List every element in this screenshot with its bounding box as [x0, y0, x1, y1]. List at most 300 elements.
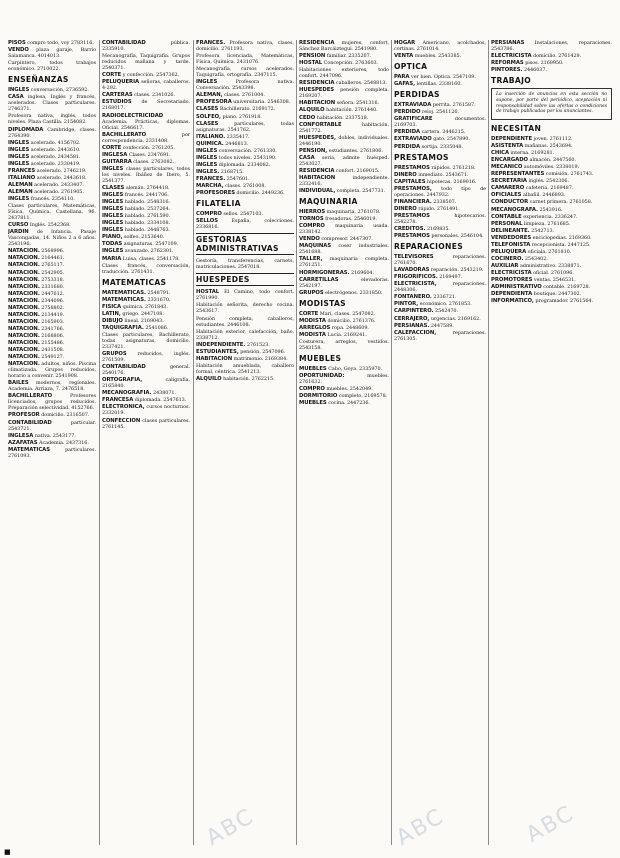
ad-text: lineal. 2169043. — [124, 317, 164, 324]
ad-keyword: ASISTENTA — [491, 143, 524, 150]
classified-ad — [102, 145, 190, 151]
ad-text: oficiala. 2761810. — [527, 248, 572, 255]
classified-ad — [8, 248, 96, 254]
classified-ad — [8, 140, 96, 146]
ad-keyword: EXTRAVIADA — [394, 102, 432, 109]
ad-text: Mecanografía, Taquigrafía. Grupos reducidos mañana y tarde. 2540371. — [102, 53, 190, 72]
ad-text: Carpintero, todos trabajos económico. 2710022. — [8, 60, 96, 73]
ad-text: mujeres, confort, Sánchez Barcáiztegui. 2541980. — [299, 40, 389, 53]
ad-keyword: HOSTAL — [196, 289, 220, 296]
ad-text: asignaturas. 2547109. — [123, 241, 179, 248]
ad-keyword: DELINEANTE. — [491, 227, 530, 234]
classified-ad — [102, 185, 190, 191]
section-heading: OPTICA — [394, 62, 428, 72]
classified-ad — [394, 199, 486, 205]
ad-text: maquinaria usada. 2338142. — [299, 223, 389, 236]
ad-keyword: INDEPENDIENTE. — [196, 341, 246, 348]
classified-ad — [196, 218, 294, 230]
ad-text: limpieza. 2761685. — [523, 220, 571, 227]
classified-ad — [394, 81, 486, 87]
ad-text: Pensión completa, caballeros, estudiantes. 2446108. — [196, 315, 294, 328]
ad-text: hablado. 2537264. — [124, 206, 171, 213]
classified-ad — [394, 254, 486, 266]
classified-column-6 — [491, 40, 612, 845]
classified-ad — [8, 312, 96, 318]
ad-text: cafetería. 2169487. — [525, 185, 574, 192]
ad-text: hablado. 2761590. — [124, 213, 171, 220]
ad-text: coser industriales. 2541688. — [299, 243, 389, 256]
ad-keyword: CONDUCTOR — [491, 199, 529, 206]
ad-keyword: OPORTUNIDAD: — [299, 373, 345, 380]
classified-ad — [299, 148, 389, 154]
ad-keyword: PERSIANAS. — [394, 322, 430, 329]
ad-text: 2331680. — [41, 283, 65, 290]
ad-text: cartera. 2446215. — [421, 129, 466, 136]
ad-keyword: PISOS — [8, 40, 26, 46]
ad-text: Clases particulares, Matemáticas, Física, Química. Castellana, 96. 2437811. — [8, 203, 96, 222]
classified-ad — [8, 175, 96, 181]
ad-keyword: DEPENDIENTA — [491, 291, 533, 298]
classified-ad — [8, 255, 96, 261]
ad-keyword: INGLES — [196, 79, 218, 86]
classified-ad — [102, 220, 190, 226]
ad-keyword: ELECTRICISTA — [491, 53, 532, 60]
classified-column-5 — [394, 40, 486, 845]
classified-ad — [394, 74, 486, 80]
ad-keyword: GAFAS, — [394, 81, 416, 88]
classified-ad — [491, 277, 612, 283]
classified-ad — [8, 284, 96, 290]
ad-keyword: SECRETARIA — [491, 178, 527, 185]
ad-keyword: LAVADORAS — [394, 267, 430, 274]
column-rule — [391, 40, 392, 845]
ad-text: clases. 2761004. — [224, 92, 265, 99]
ad-keyword: INGLES — [102, 213, 124, 220]
ad-text: reparación. 2543219. — [430, 267, 484, 274]
ad-text: Costurera, arreglos, vestidos. 2543158. — [299, 338, 389, 351]
ad-keyword: NATACION. — [8, 276, 40, 283]
ad-keyword: FRANCES — [8, 167, 36, 174]
classified-ad — [8, 87, 96, 93]
ad-keyword: ELECTRICISTA, — [394, 281, 437, 288]
classified-ad — [394, 233, 486, 239]
ad-keyword: CARRETILLAS — [299, 276, 339, 283]
classified-ad — [196, 258, 294, 270]
ad-keyword: ITALIANO. — [196, 133, 226, 140]
ad-keyword: AUXILIAR — [491, 262, 519, 269]
ad-keyword: PENSION, — [299, 147, 328, 154]
ad-text: 2169835. — [426, 225, 450, 232]
classified-ad — [196, 134, 294, 140]
ad-keyword: MECANICO — [491, 164, 523, 171]
classified-ad — [8, 203, 96, 221]
ad-text: reparaciones. 2448306. — [394, 281, 486, 294]
ad-keyword: INGLES — [196, 154, 218, 161]
ad-keyword: PIANO, — [102, 234, 123, 241]
classified-ad — [102, 79, 190, 91]
ad-text: Clases francés, conversación, traducción. 2761431. — [102, 262, 190, 275]
classified-ad — [196, 329, 294, 341]
classified-ad — [491, 192, 612, 198]
section-heading: MATEMATICAS — [102, 277, 167, 287]
ad-keyword: NATACION. — [8, 304, 40, 311]
classified-column-3 — [196, 40, 294, 845]
ad-text: domicilio. 2449236. — [236, 190, 285, 197]
ad-text: Inglés. 2542368. — [29, 222, 71, 229]
ad-keyword: ALQUILO — [196, 375, 222, 382]
ad-text: habitación. 2761440. — [326, 107, 378, 114]
ad-text: por correspondencia. 2331408. — [102, 131, 190, 144]
ad-text: Cambridge, clases. 2764390. — [8, 126, 96, 139]
ad-keyword: JARDIN — [8, 229, 29, 236]
ad-text: confección. 2761205. — [122, 144, 175, 151]
ad-text: Cabo, Goya. 2335970. — [328, 365, 383, 372]
ad-keyword: HABITACION — [299, 174, 336, 181]
ad-text: domicilio. 2761429. — [533, 53, 582, 60]
ad-keyword: INGLES. — [196, 168, 220, 175]
ad-keyword: PERSIANAS — [491, 40, 525, 46]
watermark-logo: ABC — [522, 800, 579, 849]
section-heading: HUESPEDES — [196, 273, 294, 286]
ad-keyword: PERSONAL — [491, 220, 523, 227]
ad-text: habitación. 2337518. — [316, 114, 369, 121]
ad-keyword: PRESTAMOS — [394, 233, 430, 240]
ad-keyword: PROFESORES — [196, 190, 236, 197]
ad-keyword: CERRAJERO, — [394, 315, 430, 322]
ad-keyword: MATEMATICAS. — [102, 289, 146, 296]
classified-ad — [196, 356, 294, 362]
ad-keyword: MAQUINAS — [299, 243, 332, 250]
ad-keyword: INGLES — [102, 220, 124, 227]
ad-keyword: GRATIFICARE — [394, 116, 433, 123]
classified-ad — [102, 213, 190, 219]
classified-ad — [491, 143, 612, 149]
ad-text: señoras, caballeros. 4-292. — [102, 79, 190, 92]
section-heading: PRESTAMOS — [394, 152, 449, 162]
ad-keyword: NATACION. — [8, 311, 40, 318]
classified-ad — [8, 440, 96, 446]
classified-ad — [394, 136, 486, 142]
classified-ad — [196, 99, 294, 105]
ad-keyword: HABITACION — [196, 355, 233, 362]
ad-keyword: HUESPEDES — [299, 87, 335, 94]
ad-text: completo. 2169578. — [338, 393, 388, 400]
ad-keyword: MUEBLES — [299, 365, 327, 372]
ad-keyword: ELECTRICISTA — [491, 269, 532, 276]
classified-ad — [102, 364, 190, 376]
ad-keyword: INGLESA — [102, 151, 128, 158]
ad-keyword: INGLES — [102, 227, 124, 234]
ad-keyword: CONTABLE — [491, 213, 522, 220]
ad-text: sortija. 2335048. — [421, 143, 463, 150]
classified-ad — [102, 404, 190, 416]
ad-keyword: INGLES — [8, 139, 30, 146]
column-rule — [193, 40, 194, 845]
classified-ad — [102, 206, 190, 212]
classified-ad — [102, 166, 190, 184]
ad-text: inglés. 2542306. — [528, 178, 569, 185]
ad-keyword: TORNOS — [299, 216, 324, 223]
ad-keyword: NATACION. — [8, 248, 40, 255]
ad-text: Mari, clases. 2547082. — [319, 310, 376, 317]
ad-text: enciclopedias. 2169360. — [532, 234, 592, 241]
ad-text: rápidos. 2761218. — [431, 164, 476, 171]
classified-ad — [491, 284, 612, 290]
classified-ad — [102, 99, 190, 111]
ad-keyword: PINTOR, — [394, 301, 419, 308]
classified-ad — [196, 92, 294, 98]
classified-ad — [8, 447, 96, 459]
ad-text: 2542905. — [41, 269, 65, 276]
classified-ad — [8, 347, 96, 353]
ad-keyword: ADMINISTRATIVO — [491, 284, 542, 291]
ad-keyword: HIERROS — [299, 209, 326, 216]
classified-ad — [102, 377, 190, 389]
ad-text: pisos. 2169950. — [525, 60, 564, 67]
classified-ad — [8, 262, 96, 268]
ad-keyword: NATACION. — [8, 255, 40, 262]
ad-keyword: MATEMATICAS. — [102, 296, 146, 303]
ad-text: Academia. 2437316. — [38, 439, 89, 446]
ad-text: todo tipo de operaciones. 2447932. — [394, 185, 486, 198]
ad-keyword: MECANOGRAFIA. — [102, 390, 152, 397]
classified-ad — [196, 342, 294, 348]
classified-ad — [8, 298, 96, 304]
ad-text: clases. 2763082. — [133, 158, 175, 165]
ad-keyword: INGLES — [8, 146, 30, 153]
classified-ad — [491, 207, 612, 213]
ad-text: 2542713. — [531, 227, 555, 234]
classified-ad — [196, 40, 294, 52]
classified-ad — [299, 277, 389, 289]
ad-keyword: PROMOTORES — [491, 276, 533, 283]
ad-keyword: NATACION. — [8, 262, 40, 269]
ad-text: de Infancia. Pasaje Vascongadas, 14. Niños 2 a 6 años. 2543196. — [8, 229, 96, 248]
classified-ad — [196, 316, 294, 328]
classified-ad — [299, 373, 389, 385]
ad-keyword: HOSTAL — [299, 60, 323, 67]
classified-ad — [102, 263, 190, 275]
ad-keyword: INGLES — [8, 160, 30, 167]
classified-ad — [196, 141, 294, 147]
classified-ad — [491, 298, 612, 304]
ad-text: automóviles. 2338019. — [523, 164, 580, 171]
ad-text: compresor. 2447307. — [321, 236, 373, 243]
classified-ad — [102, 325, 190, 331]
classified-ad — [299, 209, 389, 215]
ad-keyword: PRESTAMOS — [394, 212, 430, 219]
classified-ad — [299, 290, 389, 296]
ad-keyword: PRESTAMOS, — [394, 185, 432, 192]
ad-keyword: MATEMATICAS — [8, 446, 50, 453]
ad-keyword: HOGAR — [394, 40, 416, 46]
ad-keyword: CASA — [299, 154, 315, 161]
ad-keyword: ORTOGRAFIA, — [102, 377, 143, 384]
classified-ad — [394, 129, 486, 135]
ad-keyword: DIPLOMADA — [8, 126, 44, 133]
ad-text: reloj. 2541126. — [422, 109, 459, 116]
ad-text: particulares, todas asignaturas. 2541762. — [196, 120, 294, 133]
classified-ad — [102, 159, 190, 165]
ad-text: personales. 2546104. — [431, 233, 484, 240]
ad-text: compro todo, voy 2783116. — [27, 40, 94, 46]
ad-text: 2541086. — [145, 324, 169, 331]
classified-ad — [394, 226, 486, 232]
classified-ad — [8, 380, 96, 392]
classified-ad — [299, 256, 389, 268]
ad-keyword: INGLES — [102, 165, 124, 172]
classified-ad — [196, 155, 294, 161]
ad-keyword: TELEFONISTA — [491, 241, 531, 248]
ad-keyword: MODISTA — [299, 331, 326, 338]
classified-ad — [8, 229, 96, 247]
ad-keyword: SELLOS — [196, 218, 219, 225]
ad-text: seria, admite huésped. 2543027. — [299, 154, 389, 167]
ad-keyword: NATACION. — [8, 318, 40, 325]
ad-keyword: MARIA — [102, 255, 122, 262]
ad-keyword: TELEVISORES — [394, 254, 434, 261]
ad-keyword: PERDIDA — [394, 143, 421, 150]
ad-keyword: PROFESOR — [8, 412, 40, 419]
ad-keyword: DINERO — [394, 171, 417, 178]
classified-ad — [102, 256, 190, 262]
classified-ad — [102, 72, 190, 78]
ad-text: plaza garaje, Barrio Salamanca. 4014013. — [8, 47, 96, 60]
ad-keyword: COCINERO. — [491, 255, 524, 262]
classified-ad — [299, 243, 389, 255]
ad-text: química. 2761843. — [122, 303, 168, 310]
ad-text: hipotecarios. 2542278. — [394, 212, 486, 225]
classified-ad — [394, 330, 486, 342]
ad-text: lentillas. 2338160. — [416, 81, 462, 88]
classified-ad — [8, 168, 96, 174]
classified-ad — [8, 270, 96, 276]
ad-keyword: RESIDENCIA — [299, 80, 335, 87]
ad-text: domicilio. 2316507. — [41, 412, 90, 419]
ad-text: carnet primera. 2761058. — [529, 199, 593, 206]
ad-keyword: RESIDENCIA — [299, 40, 335, 46]
ad-keyword: NATACION. — [8, 332, 40, 339]
ad-text: todos niveles. 2543190. — [218, 154, 277, 161]
classified-ad — [102, 332, 190, 350]
ad-keyword: HABITACION — [299, 100, 336, 107]
ad-keyword: COMPRO — [196, 211, 222, 218]
classified-ad — [196, 183, 294, 189]
ad-text: reparaciones. 2761670. — [394, 254, 486, 267]
classified-ad — [394, 102, 486, 108]
ad-text: 2338507. — [433, 198, 457, 205]
classified-ad — [8, 47, 96, 59]
ad-text: El Camino, todo confort. 2761990. — [196, 289, 294, 302]
ad-keyword: ELECTRONICA, — [102, 404, 145, 411]
ad-text: 2758802. — [41, 304, 65, 311]
classified-ad — [8, 420, 96, 432]
section-notice — [491, 88, 612, 120]
ad-text: Mecanografía, cursos acelerados. Taquigrafía, ortografía. 2347115. — [196, 66, 294, 79]
ad-text: estudiantes. 2761806. — [328, 147, 383, 154]
watermark-logo: ABC — [392, 803, 449, 852]
classified-ad — [8, 182, 96, 188]
classified-ad — [491, 185, 612, 191]
classified-ad — [491, 53, 612, 59]
ad-keyword: INGLES — [196, 161, 218, 168]
classified-ad — [299, 115, 389, 121]
ad-keyword: GRUPOS — [102, 351, 127, 358]
ad-keyword: PARA — [394, 74, 410, 81]
ad-keyword: REPRESENTANTES — [491, 171, 545, 178]
classified-ad — [394, 53, 486, 59]
ad-keyword: CLASES — [196, 120, 219, 127]
ad-text: ropa. 2448609. — [331, 324, 369, 331]
ad-text: Concepción. 2763603. — [323, 60, 379, 67]
ad-text: griego. 2447108. — [122, 310, 164, 317]
ad-text: gato. 2547890. — [433, 136, 470, 143]
ad-text: 2335417. — [226, 133, 250, 140]
classified-ad — [491, 235, 612, 241]
ad-keyword: TODAS — [102, 241, 123, 248]
ad-keyword: HUESPEDES, — [299, 134, 337, 141]
ad-text: diplomada. 2334082. — [218, 161, 271, 168]
ad-keyword: CEDO — [299, 114, 316, 121]
ad-text: ver bien. Optica. 2547109. — [411, 74, 476, 81]
classified-ad — [394, 267, 486, 273]
ad-text: muebles. 2761632. — [299, 373, 389, 386]
ad-keyword: ALQUILO — [299, 107, 325, 114]
classified-ad — [196, 53, 294, 65]
classified-ad — [299, 135, 389, 147]
classified-ad — [8, 333, 96, 339]
ad-text: acelerado. 2434581. — [30, 153, 81, 160]
ad-text: Habitación amueblada, caballero formal, céntrica. 2541213. — [196, 362, 294, 375]
ad-text: 2134419. — [41, 311, 65, 318]
ad-keyword: MUEBLES — [299, 400, 327, 407]
ad-keyword: INGLES — [8, 195, 30, 202]
ad-keyword: ITALIANO — [8, 174, 36, 181]
watermark-logo: ABC — [202, 803, 259, 852]
ad-keyword: CLASES — [102, 185, 125, 192]
section-heading: GESTORIAS ADMINISTRATIVAS — [196, 233, 294, 255]
ad-text: Habitación exterior, calefacción, baño. 2338712. — [196, 328, 294, 341]
ad-keyword: COMPRO — [299, 223, 325, 230]
classified-ad — [196, 148, 294, 154]
ad-keyword: CARTERAS — [102, 92, 133, 99]
ad-text: Habitación señorita, derecho cocina. 2543617. — [196, 302, 294, 315]
ad-text: maquinaria completa. 2761251. — [299, 256, 389, 269]
classified-ad — [394, 274, 486, 280]
classified-ad — [102, 53, 190, 71]
classified-ad — [8, 433, 96, 439]
classified-ad — [299, 216, 389, 222]
classified-ad — [299, 236, 389, 242]
column-rule — [296, 40, 297, 845]
classified-ad — [394, 116, 486, 128]
ad-keyword: LATIN, — [102, 310, 121, 317]
classified-ad — [299, 325, 389, 331]
classified-ad — [491, 60, 612, 66]
classified-ad — [196, 162, 294, 168]
ad-keyword: AZAFATAS — [8, 439, 38, 446]
ad-keyword: EXTRAVIADO — [394, 136, 432, 143]
ad-text: 2168715. — [220, 168, 244, 175]
column-rule — [488, 40, 489, 845]
ad-text: 2438071. — [153, 390, 176, 397]
classified-ad — [299, 270, 389, 276]
ad-text: general. 2540176. — [102, 364, 190, 377]
ad-text: oficial. 2761096. — [533, 269, 574, 276]
ad-text: 2168806. — [41, 332, 65, 339]
ad-text: 2169497. — [439, 274, 463, 281]
ad-text: electrógenos. 2331850. — [325, 289, 383, 296]
